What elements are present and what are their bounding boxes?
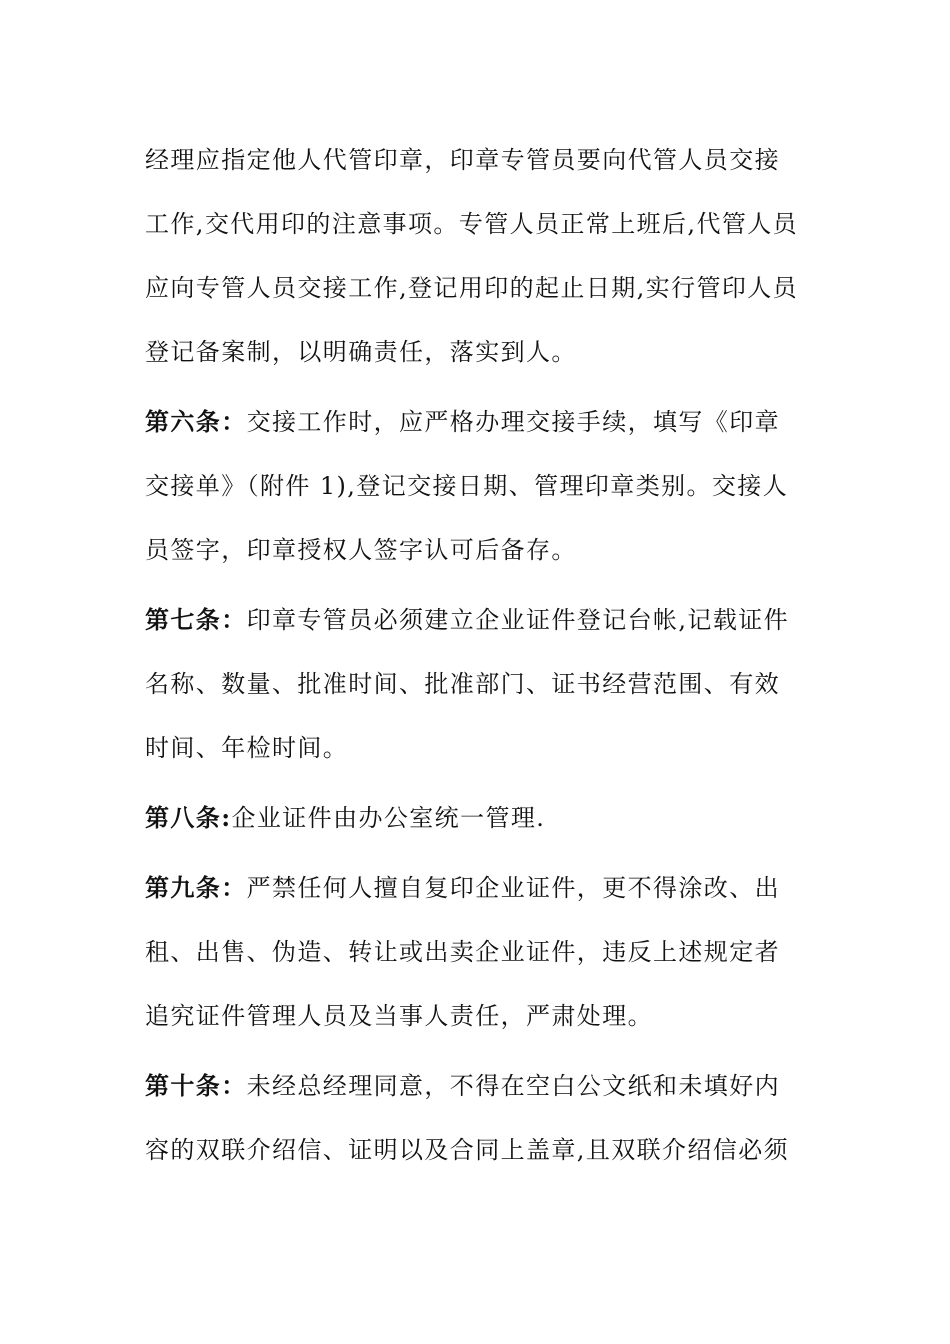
text-line: 应向专管人员交接工作,登记用印的起止日期,实行管印人员 [145, 274, 799, 302]
article-text: 未经总经理同意，不得在空白公文纸和未填好内 [246, 1072, 781, 1100]
text-line: 工作,交代用印的注意事项。专管人员正常上班后,代管人员 [145, 210, 799, 238]
article-6 [145, 390, 807, 582]
text-line: 容的双联介绍信、证明以及合同上盖章,且双联介绍信必须 [145, 1136, 790, 1164]
article-text: 严禁任何人擅自复印企业证件，更不得涂改、出 [246, 874, 781, 902]
article-text: 印章专管员必须建立企业证件登记台帐,记载证件 [246, 606, 790, 634]
article-10 [145, 1054, 807, 1182]
article-7 [145, 588, 807, 780]
text-line: 员签字，印章授权人签字认可后备存。 [145, 536, 577, 564]
article-label: 第九条： [145, 873, 247, 902]
text-line [145, 856, 807, 920]
article-label: 第十条： [145, 1071, 247, 1100]
article-9 [145, 856, 807, 1048]
article-text: 交接工作时，应严格办理交接手续，填写《印章 [246, 408, 781, 436]
article-8 [145, 786, 807, 850]
document-body [145, 128, 807, 1182]
article-label: 第六条： [145, 407, 247, 436]
article-label: 第七条： [145, 605, 247, 634]
text-line: 追究证件管理人员及当事人责任，严肃处理。 [145, 1002, 653, 1030]
text-line [145, 786, 807, 850]
text-line: 登记备案制，以明确责任，落实到人。 [145, 338, 577, 366]
paragraph-continuation [145, 128, 807, 384]
text-line [145, 1054, 807, 1118]
article-label: 第八条: [145, 803, 232, 832]
text-line [145, 390, 807, 454]
text-line: 名称、数量、批准时间、批准部门、证书经营范围、有效 [145, 670, 780, 698]
text-line: 交接单》（附件 1),登记交接日期、管理印章类别。交接人 [145, 472, 789, 500]
text-line: 经理应指定他人代管印章，印章专管员要向代管人员交接 [145, 146, 780, 174]
text-line: 租、出售、伪造、转让或出卖企业证件，违反上述规定者 [145, 938, 780, 966]
text-line [145, 588, 807, 652]
article-text: 企业证件由办公室统一管理. [231, 804, 546, 832]
text-line: 时间、年检时间。 [145, 734, 349, 762]
